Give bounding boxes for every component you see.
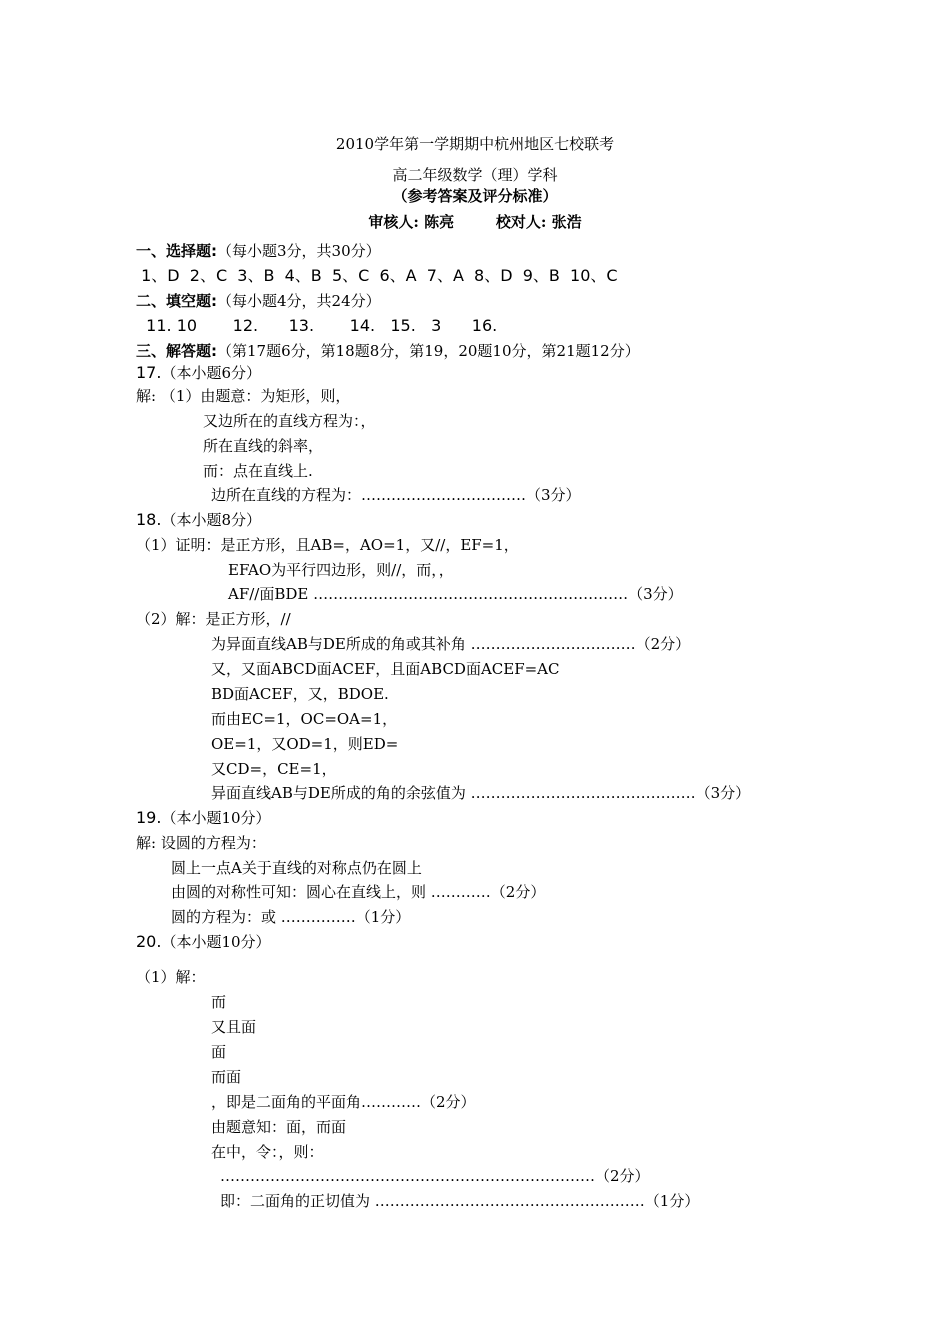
section-2-heading: 二、填空题: [136, 292, 217, 310]
q18-line-5: 为异面直线AB与DE所成的角或其补角 ……………………………（2分） [211, 635, 691, 653]
reviewers-line: 审核人: 陈亮 校对人: 张浩 [368, 213, 582, 231]
q18-line-7: BD面ACEF，又，BDOE. [211, 685, 389, 703]
question-19-note: （本小题10分） [161, 809, 271, 827]
question-18-header [136, 510, 261, 530]
q19-line-3: 由圆的对称性可知：圆心在直线上，则 …………（2分） [171, 883, 546, 901]
section-3 [136, 341, 640, 361]
q20-line-5: 而面 [211, 1068, 242, 1086]
q18-line-4: （2）解：是正方形，// [136, 610, 291, 628]
q20-line-9: …………………………………………………………………（2分） [220, 1167, 650, 1185]
question-19-number: 19. [136, 808, 162, 827]
q20-line-3: 又且面 [211, 1018, 257, 1036]
question-19-header [136, 808, 271, 828]
question-20-number: 20. [136, 932, 162, 951]
q19-line-4: 圆的方程为：或 ……………（1分） [171, 908, 411, 926]
doc-title: 2010学年第一学期期中杭州地区七校联考 [335, 135, 615, 153]
question-17-number: 17. [136, 363, 162, 382]
q20-line-2: 而 [211, 993, 227, 1011]
q20-line-4: 面 [211, 1043, 227, 1061]
section-2 [136, 291, 381, 311]
q18-line-10: 又CD=，CE=1， [211, 760, 337, 778]
q17-line-3: 所在直线的斜率， [203, 437, 324, 455]
question-17-note: （本小题6分） [161, 364, 261, 382]
q17-line-1: 解: （1）由题意：为矩形，则， [136, 387, 351, 405]
q18-line-1: （1）证明：是正方形，且AB=，AO=1，又//，EF=1， [136, 536, 519, 554]
section-1-answers: 1、D 2、C 3、B 4、B 5、C 6、A 7、A 8、D 9、B 10、C [136, 266, 618, 285]
q18-line-6: 又，又面ABCD面ACEF，且面ABCD面ACEF=AC [211, 660, 560, 678]
q18-line-2: EFAO为平行四边形，则//，而，， [228, 561, 454, 579]
q18-line-8: 而由EC=1，OC=OA=1， [211, 710, 398, 728]
doc-subtitle-note: （参考答案及评分标准） [392, 187, 558, 205]
q18-line-9: OE=1，又OD=1，则ED= [211, 735, 399, 753]
q19-line-1: 解: 设圆的方程为： [136, 834, 266, 852]
q20-line-7: 由题意知：面，而面 [211, 1118, 347, 1136]
q20-line-10: 即：二面角的正切值为 ………………………………………………（1分） [220, 1192, 700, 1210]
question-17-header [136, 363, 261, 383]
q17-line-4: 而：点在直线上. [203, 462, 313, 480]
question-18-number: 18. [136, 510, 162, 529]
q17-line-5: 边所在直线的方程为：……………………………（3分） [211, 486, 581, 504]
section-1-heading: 一、选择题: [136, 242, 217, 260]
section-2-answers: 11. 10 12. 13. 14. 15. 3 16. [136, 316, 498, 335]
question-18-note: （本小题8分） [161, 511, 261, 529]
q18-line-11: 异面直线AB与DE所成的角的余弦值为 ………………………………………（3分） [211, 784, 751, 802]
question-20-header [136, 932, 271, 952]
section-3-heading: 三、解答题: [136, 342, 217, 360]
q20-line-8: 在中，令：，则： [211, 1143, 324, 1161]
section-1-note: （每小题3分，共30分） [217, 242, 381, 260]
section-2-note: （每小题4分，共24分） [217, 292, 381, 310]
section-3-note: （第17题6分，第18题8分，第19，20题10分，第21题12分） [217, 342, 640, 360]
q17-line-2: 又边所在的直线方程为：， [203, 412, 376, 430]
section-1 [136, 241, 381, 261]
q19-line-2: 圆上一点A关于直线的对称点仍在圆上 [171, 859, 422, 877]
q18-line-3: AF//面BDE ………………………………………………………（3分） [228, 585, 683, 603]
q20-line-1: （1）解： [136, 968, 206, 986]
question-20-note: （本小题10分） [161, 933, 271, 951]
q20-line-6: ，即是二面角的平面角…………（2分） [211, 1093, 476, 1111]
doc-subtitle: 高二年级数学（理）学科 [392, 166, 558, 184]
